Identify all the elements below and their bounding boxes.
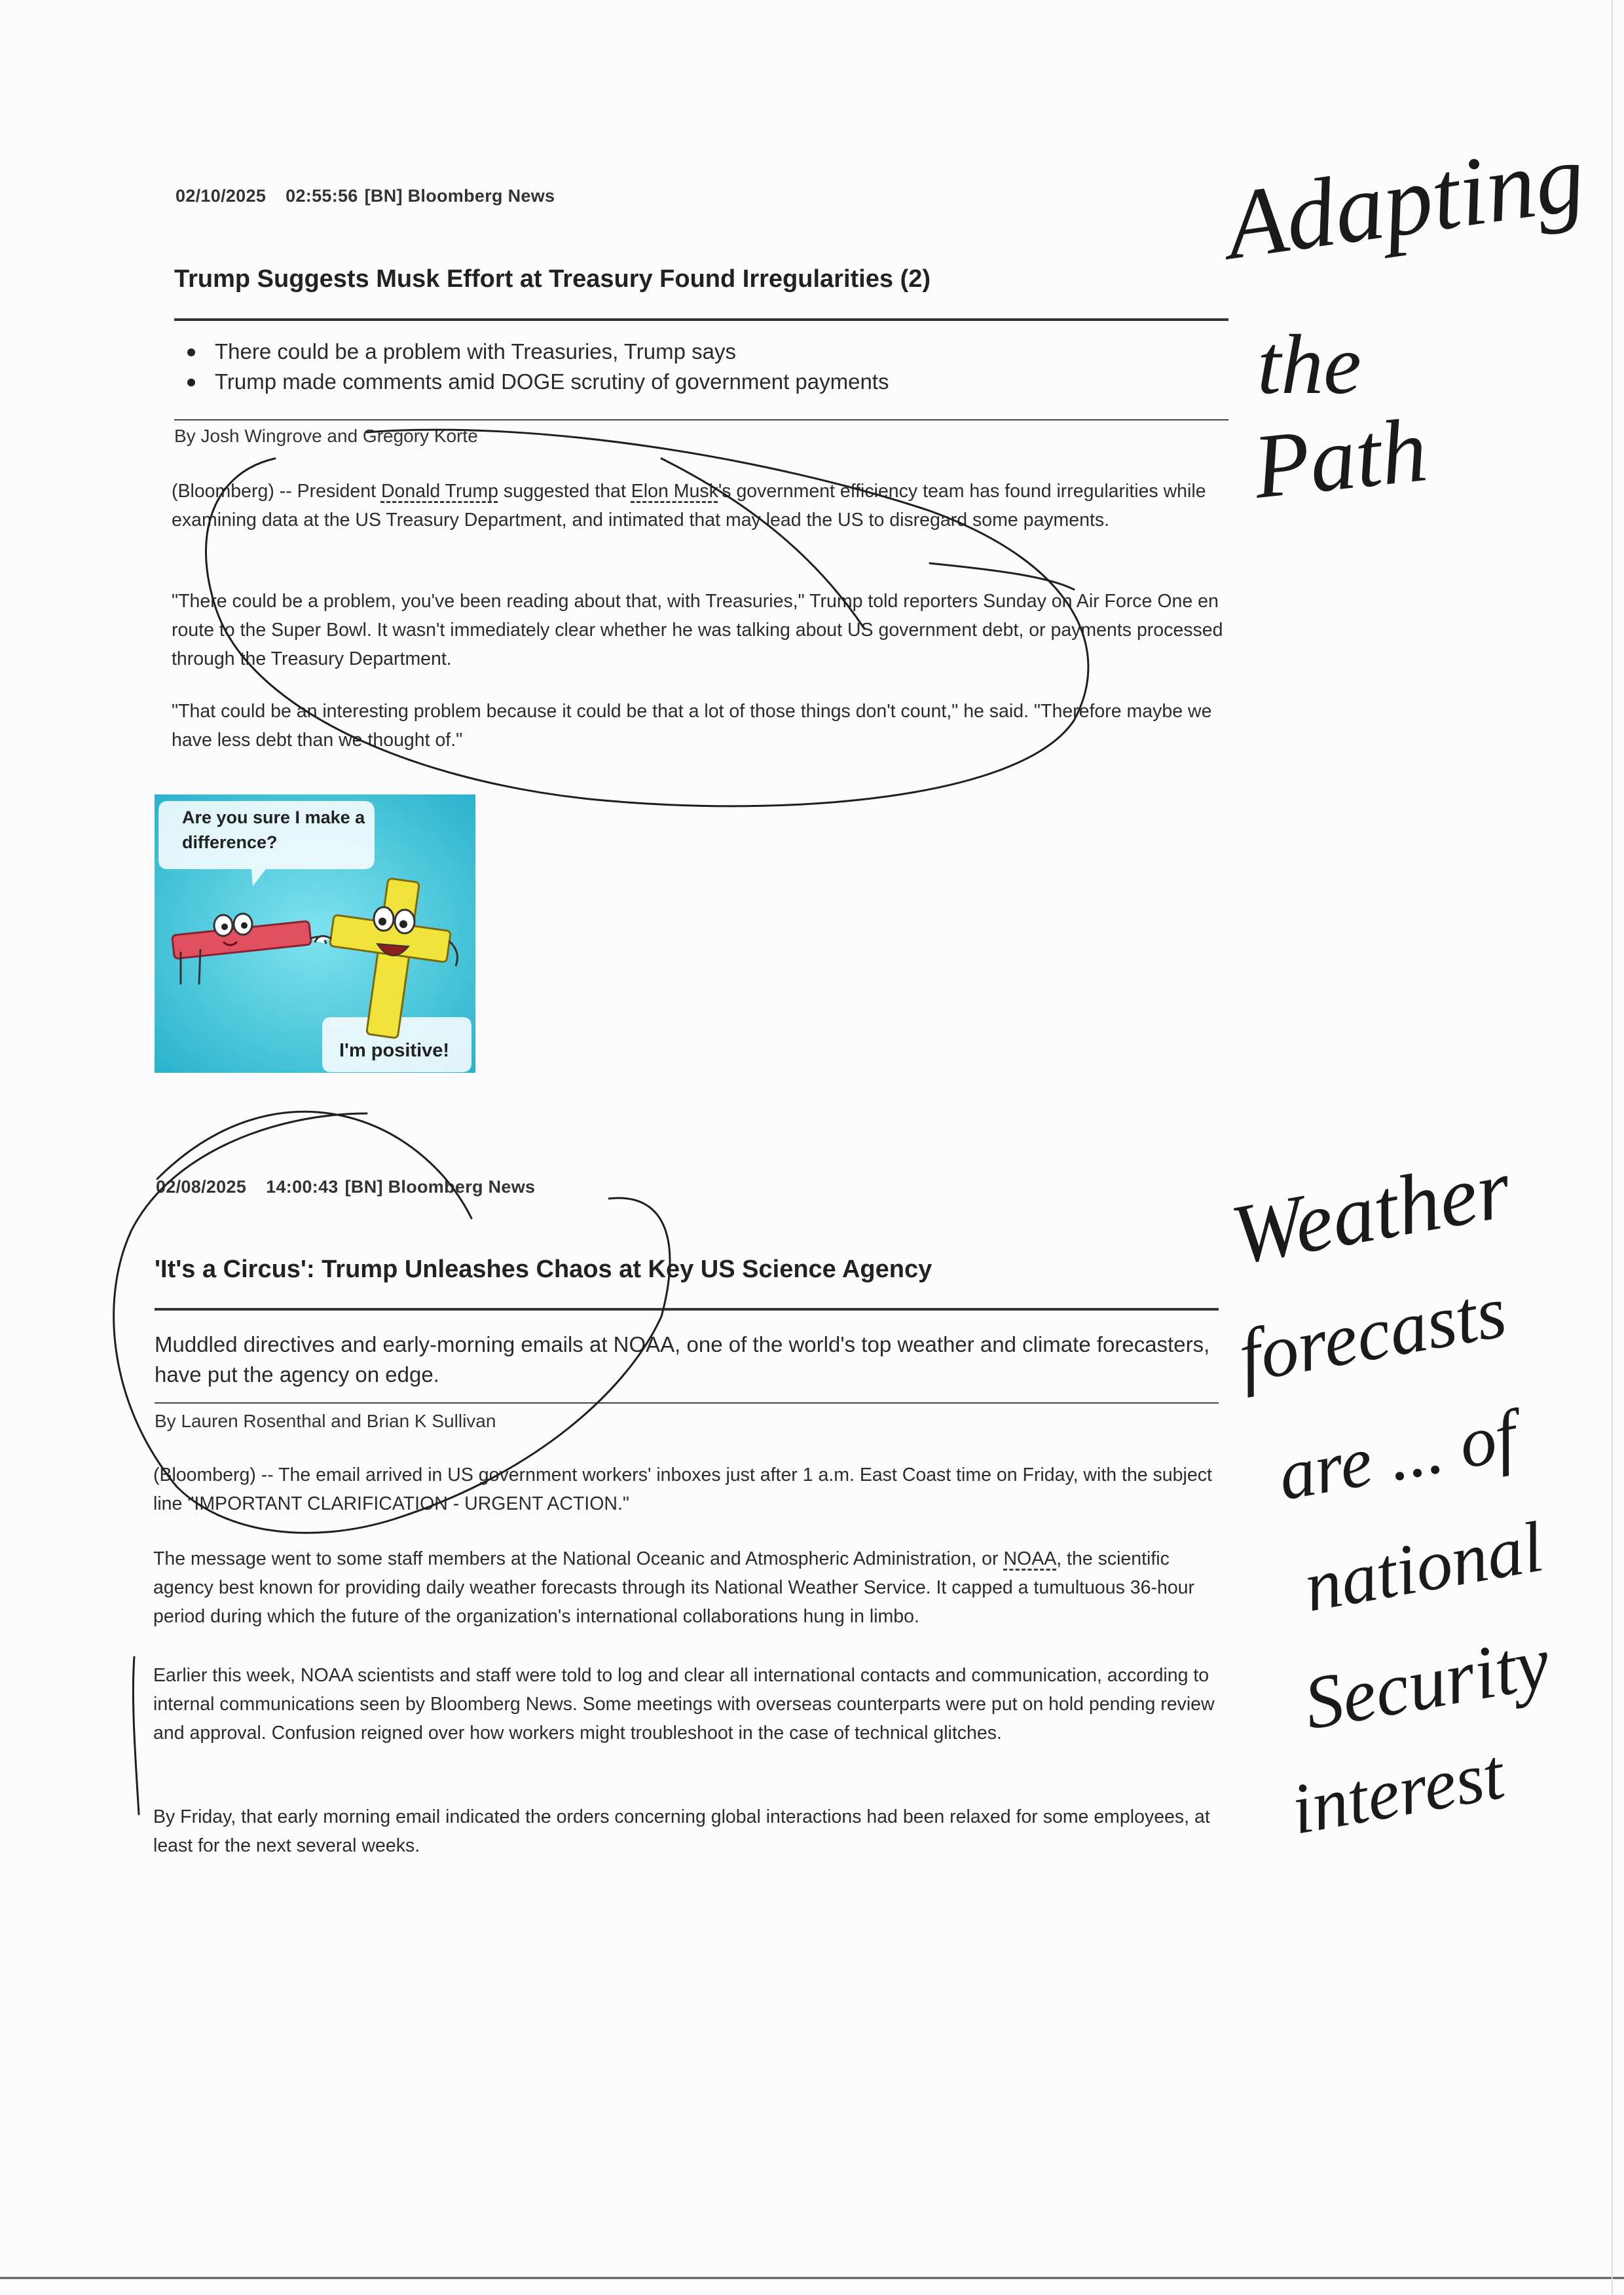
article2-meta: [156, 1177, 535, 1197]
article1-rule-top: [174, 318, 1228, 321]
article1-source: [BN] Bloomberg News: [364, 186, 555, 206]
handwriting-note1-line1: Adapting: [1219, 122, 1591, 280]
handwriting-note2-line3: are ... of: [1272, 1394, 1522, 1516]
article1-paragraph-3: "That could be an interesting problem because it could be that a lot of those things don't count," he said. "Therefore maybe we have less debt than we thought of.": [172, 701, 1212, 751]
handwriting-note1-line3: Path: [1249, 399, 1432, 518]
article2-date: 02/08/2025: [156, 1177, 247, 1197]
article1-bullets: [177, 337, 1225, 397]
cartoon-bubble-top-line2: difference?: [182, 832, 278, 852]
article2-rule-bottom: [155, 1402, 1219, 1404]
article2-source: [BN] Bloomberg News: [344, 1177, 536, 1197]
cartoon-image: [155, 794, 475, 1073]
article1-paragraph-1: (Bloomberg) -- President Donald Trump suggested that Elon Musk's government efficiency team has found irregularities while examining data at the US Treasury Department, and intimated that may lead the US to disregard some payments.: [172, 481, 1206, 531]
handwriting-note2-line1: Weather: [1225, 1141, 1517, 1283]
article1-byline: By Josh Wingrove and Gregory Korte: [174, 426, 478, 446]
article2-summary: Muddled directives and early-morning emails at NOAA, one of the world's top weather and climate forecasters, have put the agency on edge.: [155, 1332, 1210, 1387]
article2-headline: 'It's a Circus': Trump Unleashes Chaos at Key US Science Agency: [155, 1256, 932, 1283]
article2-paragraph-2: The message went to some staff members at the National Oceanic and Atmospheric Administration, or NOAA, the scientific agency best known for providing daily weather forecasts through its National Weather Service. It capped a tumultuous 36-hour period during which the future of the organization's international collaborations hung in limbo.: [153, 1548, 1195, 1627]
handwriting-note1-line2: the: [1257, 318, 1361, 412]
article2-time: 14:00:43: [266, 1177, 339, 1197]
article1-time: 02:55:56: [286, 186, 358, 206]
article1-rule-bottom: [174, 419, 1228, 420]
handwriting-note2-line5: Security: [1298, 1620, 1556, 1745]
list-item: Trump made comments amid DOGE scrutiny of government payments: [177, 367, 1225, 397]
article2-paragraph-3: Earlier this week, NOAA scientists and staff were told to log and clear all international contacts and communication, according to internal communications seen by Bloomberg News. Some meetings with overseas counterparts were put on hold pending review and approval. Confusion reigned over how workers might troubleshoot in the case of technical glitches.: [153, 1665, 1215, 1744]
article2-rule-top: [155, 1308, 1219, 1311]
article2-byline: By Lauren Rosenthal and Brian K Sullivan: [155, 1411, 496, 1431]
handwriting-note2-line6: interest: [1285, 1733, 1510, 1850]
cartoon-bubble-top-line1: Are you sure I make a: [182, 808, 365, 827]
article1-date: 02/10/2025: [175, 186, 267, 206]
handwriting-note2-line2: forecasts: [1232, 1269, 1513, 1398]
link-donald-trump[interactable]: Donald Trump: [380, 481, 498, 502]
article1-paragraph-2: "There could be a problem, you've been reading about that, with Treasuries," Trump told reporters Sunday on Air Force One en route to the Super Bowl. It wasn't immediately clear whether he was talking about US government debt, or payments processed through the Treasury Department.: [172, 591, 1223, 669]
article2-paragraph-4: By Friday, that early morning email indicated the orders concerning global interactions had been relaxed for some employees, at least for the next several weeks.: [153, 1806, 1210, 1856]
handwriting-note2-line4: national: [1298, 1506, 1549, 1627]
article2-paragraph-1: (Bloomberg) -- The email arrived in US government workers' inboxes just after 1 a.m. East Coast time on Friday, with the subject line "IMPORTANT CLARIFICATION - URGENT ACTION.": [153, 1465, 1212, 1514]
article1-headline: Trump Suggests Musk Effort at Treasury Found Irregularities (2): [174, 265, 931, 293]
list-item: There could be a problem with Treasuries, Trump says: [177, 337, 1225, 367]
article1-meta: [175, 186, 555, 206]
link-elon-musk[interactable]: Elon Musk: [631, 481, 718, 502]
link-noaa[interactable]: NOAA: [1003, 1548, 1057, 1569]
cartoon-bubble-bottom: I'm positive!: [339, 1040, 450, 1061]
